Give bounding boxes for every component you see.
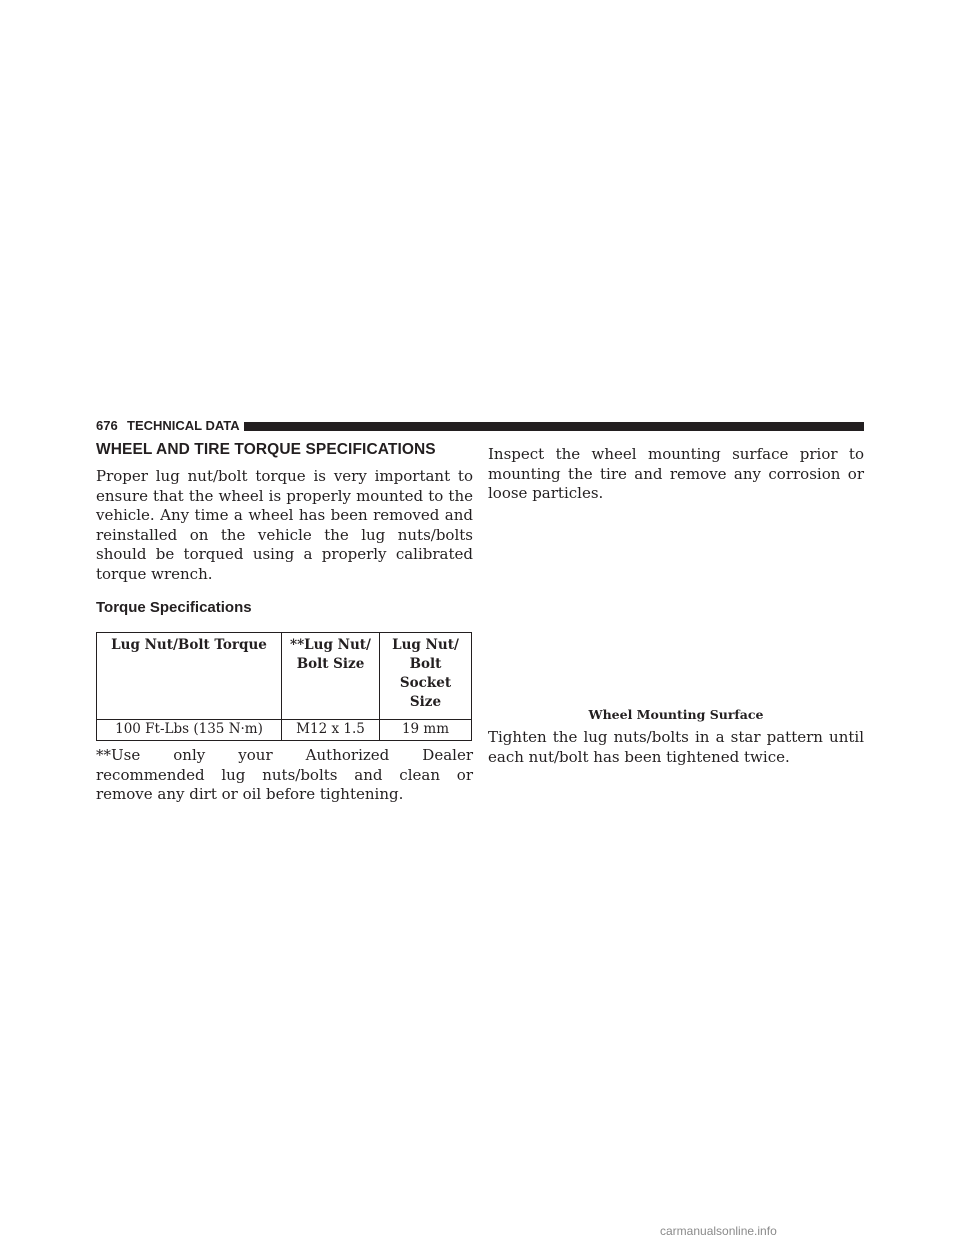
figure-caption: Wheel Mounting Surface bbox=[588, 707, 764, 722]
col-header-bolt-size: **Lug Nut/ Bolt Size bbox=[282, 633, 380, 720]
table-row bbox=[97, 720, 472, 741]
col-header-torque: Lug Nut/Bolt Torque bbox=[97, 633, 282, 720]
watermark: carmanualsonline.info bbox=[660, 1224, 777, 1238]
section-heading: WHEEL AND TIRE TORQUE SPECIFICATIONS bbox=[96, 441, 436, 458]
inspect-paragraph: Inspect the wheel mounting surface prior to mounting the tire and remove any corrosion or loose particles. bbox=[488, 445, 864, 502]
wheel-mounting-figure bbox=[488, 490, 864, 700]
cell-torque: 100 Ft-Lbs (135 N·m) bbox=[97, 720, 282, 741]
tighten-paragraph: Tighten the lug nuts/bolts in a star pattern until each nut/bolt has been tightened twice. bbox=[488, 728, 864, 766]
col-header-socket-size: Lug Nut/ Bolt Socket Size bbox=[380, 633, 472, 720]
section-title: TECHNICAL DATA bbox=[127, 418, 240, 433]
page-header bbox=[96, 418, 864, 434]
cell-bolt-size: M12 x 1.5 bbox=[282, 720, 380, 741]
cell-socket-size: 19 mm bbox=[380, 720, 472, 741]
page-number: 676 bbox=[96, 418, 118, 433]
header-rule bbox=[244, 422, 864, 431]
intro-paragraph: Proper lug nut/bolt torque is very important to ensure that the wheel is properly mounted to the vehicle. Any time a wheel has been removed and reinstalled on the vehicle the lug nuts/bolts should be torqued using a properly calibrated torque wrench. bbox=[96, 467, 473, 583]
right-column-lower bbox=[488, 728, 864, 767]
torque-table bbox=[96, 632, 472, 741]
left-column bbox=[96, 440, 473, 805]
subsection-heading: Torque Specifications bbox=[96, 599, 252, 616]
dealer-note: **Use only your Authorized Dealer recommended lug nuts/bolts and clean or remove any dirt or oil before tightening. bbox=[96, 746, 473, 803]
table-header-row bbox=[97, 633, 472, 720]
